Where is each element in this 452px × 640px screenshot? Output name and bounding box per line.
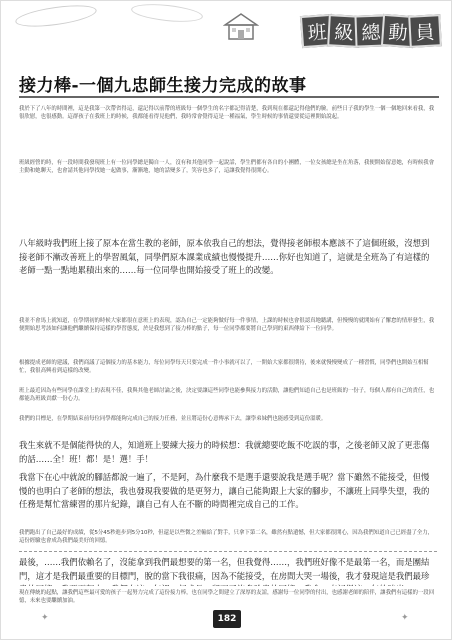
- article-paragraph: 根據提成老師的建議，我們商議了這個接力的基本能力，每位同學每天只要完成一件小事就可以了，一開始大家都很期待，後來就慢慢變成了一種習慣，同學們也開始互相幫忙，我很高興看到這樣的改變。: [19, 360, 429, 375]
- banner-char: 動: [381, 14, 415, 48]
- article-paragraph: 我並不會馬上就知道，在學期初的時候大家都很在意班上的表現，認為自己一定能夠做好每一件事情，上課的時候也會很認真地聽講，但慢慢的就開始有了懈怠的情形發生，我便開始思考該如何讓他們繼續保持這樣的學習態度，於是我想到了接力棒的點子，每一位同學都要將自己學到的東西傳給下一位同學。: [19, 318, 435, 333]
- decorative-scribble: [14, 1, 98, 30]
- page-number: 182: [213, 610, 241, 628]
- title-divider: [19, 96, 439, 98]
- school-building-icon: [223, 11, 259, 41]
- article-paragraph-highlight: 八年級時我們班上接了原本在當生教的老師，原本依我自己的想法，覺得接老師根本應該不了這個班級，沒想到接老師不漸改善班上的學習風氣，同學們原本課業成績也慢慢提升……你好也知道了，這就是全班為了有這樣的老師一點一點地累積出來的……每一位同學也開始接受了班上的改變。: [19, 238, 430, 276]
- star-icon: ✦: [41, 613, 49, 623]
- article-paragraph-highlight: 我當下在心中就說的腳話都說一遍了，不是阿，為什麼我不是選手還要說我是選手呢？當下雖然不能接受，但慢慢的也明白了老師的想法，我也發現我要做的是更努力，讓自己能夠跟上大家的腳步，不讓班上同學失望，我的任務是幫忙當練習的那片紀錄，讓自己有人在不斷的時間裡完成自己的工作。: [19, 472, 430, 510]
- banner-char: 員: [408, 14, 442, 48]
- banner-char: 總: [354, 14, 387, 47]
- star-icon: ✦: [401, 613, 409, 623]
- column-banner: [301, 15, 441, 49]
- banner-char: 級: [327, 14, 361, 48]
- article-paragraph: 我們的目標是，在學期結束前每位同學都能夠完成自己的接力任務，並且將這份心意傳承下去，讓學弟妹們也能感受到這份溫暖。: [19, 416, 327, 422]
- article-paragraph: 班級經營的時，有一段時間我發現班上有一位同學總是獨自一人，沒有和其他同學一起說話，學生們都有各自的小團體，一位女孩總是坐在角落，我便開始留意她，有時候我會主動和她聊天，也會請其他同學找她一起做事，漸漸地，她的話變多了，笑容也多了，這讓我覺得很開心。: [19, 160, 435, 175]
- article-paragraph: 班上最近因為有些同學在課堂上的表現不佳，我與其他老師討論之後，決定要讓這些同學也能參與接力的活動，讓他們知道自己也是班級的一份子，每個人都有自己的責任，也都能為班級貢獻一份心力。: [19, 388, 435, 403]
- banner-char: 班: [300, 14, 334, 48]
- article-paragraph-highlight: 我生來就不是個能得快的人，知道班上要練大接力的時候想：我就總要吃飯不吃誤的事，之後老師又說了更悲傷的話……全！班！都！是！選！手！: [19, 440, 430, 464]
- article-paragraph: 我們跑出了自己最好的成績，從5分45秒進步到5分10秒，但還是以些微之差輸給了對手，只拿下第二名，雖然有點遺憾，但大家都很開心，因為我們知道自己已經盡了全力，這份經驗也會成為我們最美好的回憶。: [19, 530, 434, 545]
- article-paragraph: 我於下了八年的時間裡，這是我第一次帶省得這，還記得以前帶的班級每一個學生的名字都記得清楚，我到現在都還記得他們的臉。前些日子我的學生一個一個地回來看我，我很欣慰，也很感動。這群孩子在我班上的時候，我都能看得見他們，我時常會覺得這是一種福氣，學生時候的事情還要從這裡開始說起。: [19, 106, 435, 121]
- article-paragraph: 現在傳統的起點，讓我們這些最可愛的孩子一起努力完成了這份接力棒，也在同學之間建立了深厚的友誼，感謝每一位同學的付出，也感謝老師的陪伴，讓我們有這樣的一段回憶，未來也要繼續加油。: [19, 590, 435, 605]
- decorative-scribble: [130, 1, 203, 24]
- dashed-divider: [19, 551, 437, 552]
- article-paragraph-highlight: 最後，……我們依賴名了，沒能拿到我們最想要的第一名，但我覺得……，我們班好像不是最第一名，而是團結門，這才是我們最重要的目標門，脫的當下我很痛，因為不能接受，在房間大哭一場後，我才發現這是我們最珍: [19, 557, 430, 581]
- article-title: 接力棒-一個九忠師生接力完成的故事: [19, 76, 307, 96]
